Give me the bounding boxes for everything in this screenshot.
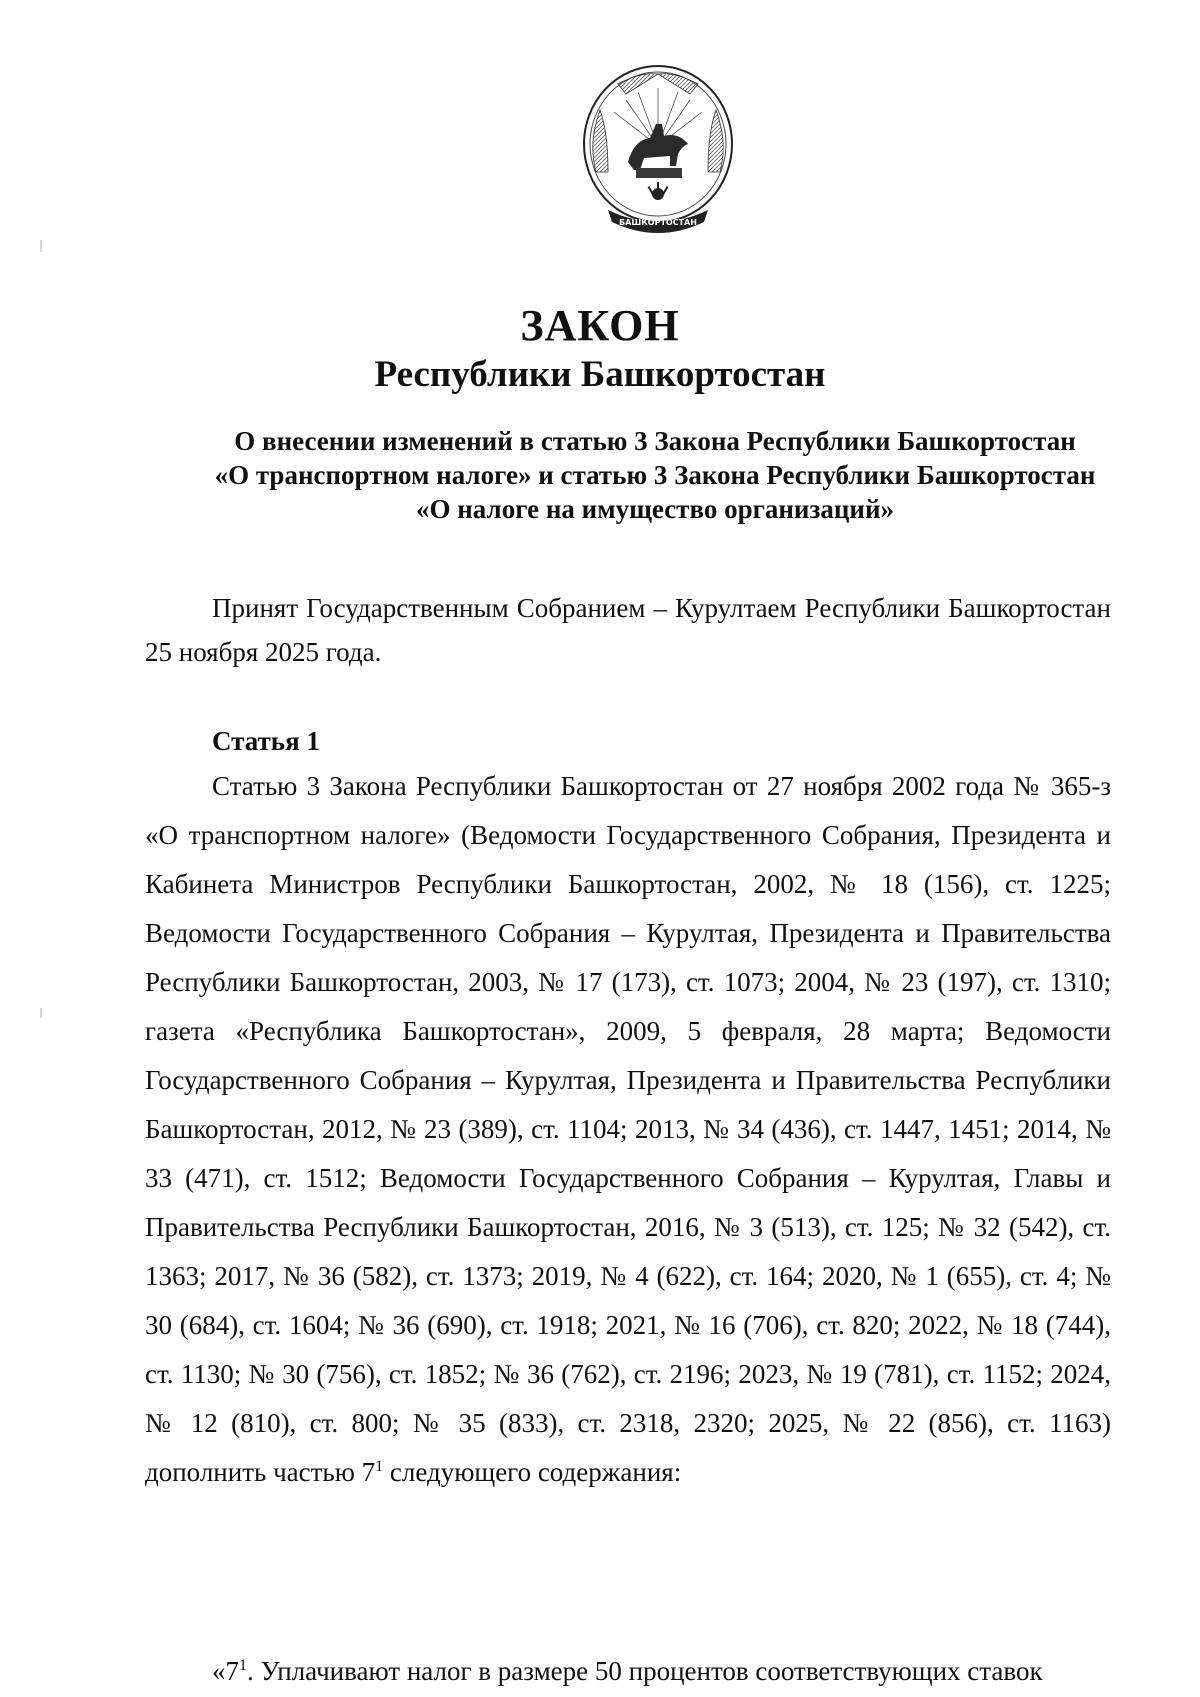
quoted-amendment bbox=[212, 1651, 1112, 1691]
article-heading: Статья 1 bbox=[212, 726, 320, 756]
superscript: 1 bbox=[239, 1657, 247, 1674]
document-title: ЗАКОН bbox=[520, 301, 680, 350]
coat-of-arms-emblem bbox=[578, 62, 738, 240]
emblem-ribbon-text: БАШКОРТОСТАН bbox=[619, 218, 697, 227]
law-name-line: «О налоге на имущество организаций» bbox=[416, 494, 894, 524]
document-subtitle: Республики Башкортостан bbox=[374, 354, 826, 395]
superscript: 1 bbox=[375, 1458, 384, 1475]
law-name-line: О внесении изменений в статью 3 Закона Республики Башкортостан bbox=[234, 426, 1076, 456]
scan-margin-mark bbox=[40, 1008, 42, 1018]
quote-start: «7 bbox=[212, 1656, 239, 1686]
law-name bbox=[130, 424, 1180, 526]
article-body-end: следующего содержания: bbox=[383, 1457, 682, 1487]
article-body bbox=[145, 762, 1111, 1497]
scan-margin-mark bbox=[40, 240, 42, 252]
law-name-line: «О транспортном налоге» и статью 3 Закона Республики Башкортостан bbox=[214, 460, 1096, 490]
article-body-text: Статью 3 Закона Республики Башкортостан от 27 ноября 2002 года № 365-з «О транспортном налоге» (Ведомости Государственного Собрания, Президента и Кабинета Министров Республики Башкортостан, 2002, № 18 (156), ст. 1225; Ведомости Государственного Собрания – Курултая, Президента и Правительства Республики Башкортостан, 2003, № 17 (173), ст. 1073; 2004, № 23 (197), ст. 1310; газета «Республика Башкортостан», 2009, 5 февраля, 28 марта; Ведомости Государственного Собрания – Курултая, Президента и Правительства Республики Башкортостан, 2012, № 23 (389), ст. 1104; 2013, № 34 (436), ст. 1447, 1451; 2014, № 33 (471), ст. 1512; Ведомости Государственного Собрания – Курултая, Главы и Правительства Республики Башкортостан, 2016, № 3 (513), ст. 125; № 32 (542), ст. 1363; 2017, № 36 (582), ст. 1373; 2019, № 4 (622), ст. 164; 2020, № 1 (655), ст. 4; № 30 (684), ст. 1604; № 36 (690), ст. 1918; 2021, № 16 (706), ст. 820; 2022, № 18 (744), ст. 1130; № 30 (756), ст. 1852; № 36 (762), ст. 2196; 2023, № 19 (781), ст. 1152; 2024, № 12 (810), ст. 800; № 35 (833), ст. 2318, 2320; 2025, № 22 (856), ст. 1163) дополнить частью 7 bbox=[145, 771, 1111, 1487]
quote-text: . Уплачивают налог в размере 50 процентов соответствующих ставок bbox=[247, 1656, 1043, 1686]
adoption-statement: Принят Государственным Собранием – Курултаем Республики Башкортостан 25 ноября 2025 года. bbox=[145, 593, 1111, 667]
